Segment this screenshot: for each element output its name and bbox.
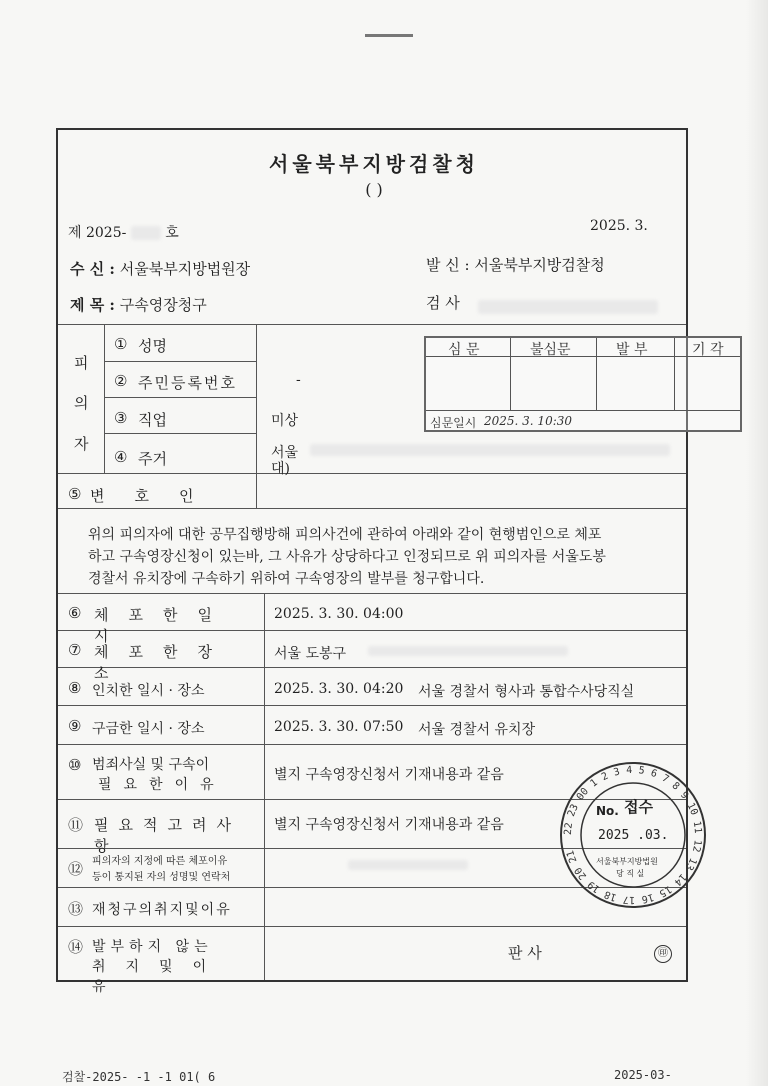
footer-doc-code: 검찰-2025- -1 -1 01( 6 (62, 1070, 216, 1084)
rule (58, 593, 686, 594)
rule (256, 324, 257, 508)
lawyer-label: 변호인 (90, 487, 224, 505)
suspect-side-label-3: 자 (74, 435, 89, 453)
staple-mark (365, 34, 413, 37)
body-line-3: 경찰서 유치장에 구속하기 위하여 구속영장의 발부를 청구합니다. (88, 571, 485, 587)
detail-10-value: 별지 구속영장신청서 기재내용과 같음 (274, 767, 504, 783)
detail-13-label: 재청구의취지및이유 (92, 902, 232, 918)
detail-7-value: 서울 도봉구 (274, 646, 347, 662)
receipt-dept: 당 직 실 (616, 869, 645, 878)
suspect-id-num: ② (114, 372, 128, 390)
hearing-date-label: 심문일시 (430, 416, 477, 430)
detail-9-value: 2025. 3. 30. 07:50 (274, 719, 404, 735)
rule (104, 433, 256, 434)
detail-14-label-2: 취지및이유 (92, 959, 227, 995)
rule (58, 324, 686, 325)
title-paren: ( ) (365, 180, 383, 199)
suspect-job-num: ③ (114, 409, 128, 427)
detail-7-label: 체포한장소 (94, 643, 232, 682)
redacted-address (310, 444, 670, 456)
review-no-hearing-header: 불심문 (530, 342, 571, 358)
rule (58, 508, 686, 509)
redacted-contact (348, 860, 468, 870)
receipt-no-label: No. (596, 804, 619, 818)
rule (58, 926, 686, 927)
redacted-signature (478, 300, 658, 314)
rule (264, 593, 265, 980)
receipt-label: 접수 (624, 798, 653, 816)
redacted-location (368, 646, 568, 656)
scan-edge (746, 0, 768, 1086)
review-issue-header: 발 부 (616, 342, 648, 358)
suspect-address-value: 서울 (271, 445, 299, 461)
suspect-id-label: 주민등록번호 (138, 374, 237, 392)
prosecutor-label: 검 사 (426, 294, 460, 312)
suspect-id-value: - (296, 372, 301, 388)
detail-9-num: ⑨ (68, 717, 82, 735)
rule (104, 397, 256, 398)
rule (104, 361, 256, 362)
subject: 제 목 : 구속영장청구 (70, 296, 207, 314)
detail-12-num: ⑫ (68, 860, 84, 878)
suspect-name-label: 성명 (138, 337, 167, 355)
detail-14-label: 발부하지 않는 (92, 939, 213, 955)
page-title: 서울북부지방검찰청 (269, 152, 479, 176)
judge-seal-icon: ㊞ (654, 941, 672, 963)
doc-date: 2025. 3. (590, 218, 648, 234)
suspect-address-value-2: 대) (271, 461, 290, 477)
detail-9-place: 서울 경찰서 유치장 (418, 722, 536, 738)
detail-13-num: ⑬ (68, 900, 84, 918)
rule (58, 473, 686, 474)
detail-11-value: 별지 구속영장신청서 기재내용과 같음 (274, 817, 504, 833)
suspect-name-num: ① (114, 335, 128, 353)
warrant-form (56, 128, 724, 995)
detail-10-num: ⑩ (68, 756, 82, 774)
detail-10-label-2: 필요한이유 (98, 777, 226, 793)
svg-text:22 23 00 1 2 3 4 5 6 7 8 9 10: 22 23 00 1 2 3 4 5 6 7 8 9 10 11 12 13 14 15 16 17 18 19 20 21 (562, 764, 704, 906)
detail-6-num: ⑥ (68, 604, 82, 622)
detail-8-place: 서울 경찰서 형사과 통합수사당직실 (418, 684, 635, 700)
detail-10-label: 범죄사실 및 구속이 (92, 757, 210, 773)
detail-8-value: 2025. 3. 30. 04:20 (274, 681, 404, 697)
sender: 발 신 : 서울북부지방검찰청 (426, 256, 605, 274)
judge-label: 판 사 (508, 944, 542, 962)
suspect-job-label: 직업 (138, 411, 167, 429)
detail-8-label: 인치한 일시 · 장소 (92, 683, 205, 699)
detail-11-label: 필요적고려사항 (94, 816, 241, 855)
review-stamp-box (424, 336, 742, 432)
body-line-2: 하고 구속영장신청이 있는바, 그 사유가 상당하다고 인정되므로 위 피의자를 서울도봉 (88, 549, 606, 565)
lawyer-num: ⑤ (68, 485, 82, 503)
detail-12-label: 피의자의 지정에 따른 체포이유 (92, 856, 228, 867)
body-line-1: 위의 피의자에 대한 공무집행방해 피의사건에 관하여 아래와 같이 현행범인으로 체포 (88, 527, 602, 543)
detail-12-label-2: 등이 통지된 자의 성명및 연락처 (92, 872, 231, 883)
suspect-address-num: ④ (114, 448, 128, 466)
hearing-date-value: 2025. 3. 10:30 (484, 414, 573, 428)
detail-7-num: ⑦ (68, 641, 82, 659)
detail-9-label: 구금한 일시 · 장소 (92, 721, 205, 737)
detail-6-label: 체포한일시 (94, 606, 232, 645)
rule (58, 705, 686, 706)
rule (104, 324, 105, 473)
detail-11-num: ⑪ (68, 816, 84, 834)
receipt-org: 서울북부지방법원 (596, 857, 658, 866)
footer-date: 2025-03- (614, 1068, 672, 1082)
receipt-stamp (558, 760, 708, 910)
detail-14-num: ⑭ (68, 938, 84, 956)
detail-8-num: ⑧ (68, 679, 82, 697)
suspect-address-label: 주거 (138, 450, 167, 468)
suspect-job-value: 미상 (271, 413, 299, 429)
suspect-side-label-1: 피 (74, 354, 89, 372)
recipient: 수 신 : 서울북부지방법원장 (70, 260, 251, 278)
review-hearing-header: 심 문 (448, 342, 480, 358)
review-dismiss-header: 기 각 (692, 342, 724, 358)
rule (58, 744, 686, 745)
suspect-side-label-2: 의 (74, 394, 89, 412)
doc-number: 제 2025- 호 (68, 225, 179, 241)
receipt-date: 2025 .03. (598, 828, 669, 843)
detail-6-value: 2025. 3. 30. 04:00 (274, 606, 404, 622)
